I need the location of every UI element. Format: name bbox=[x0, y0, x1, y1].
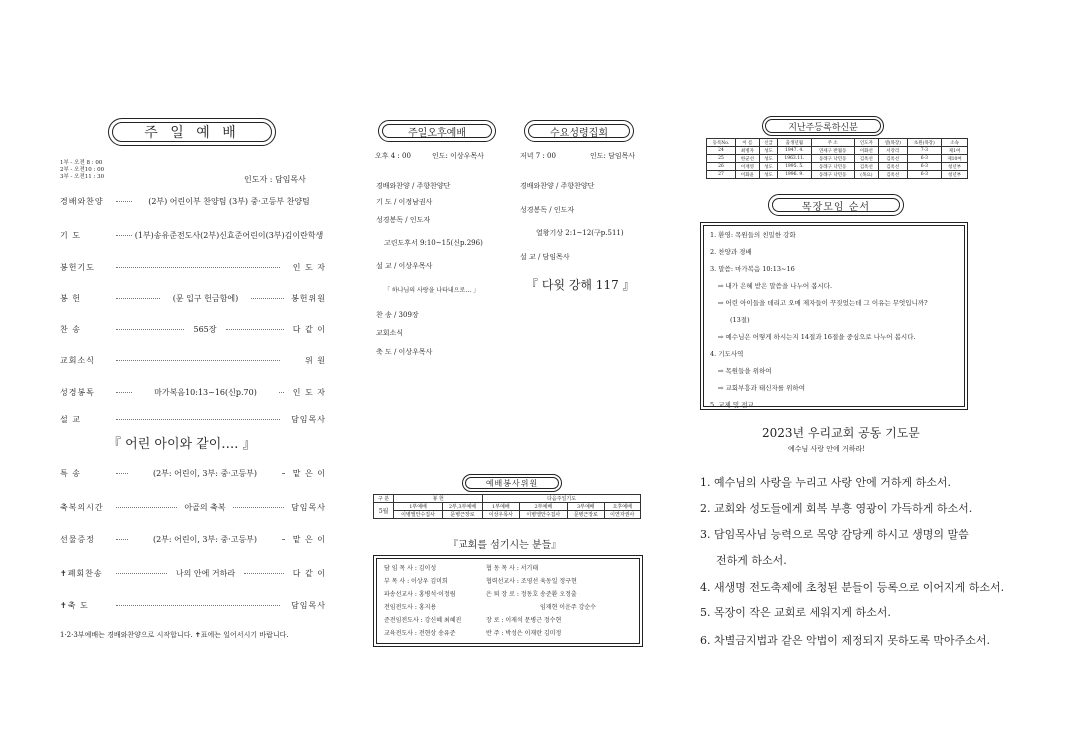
newcomers-header-cell: 주 소 bbox=[811, 139, 854, 147]
order-label: 교회소식 bbox=[60, 356, 95, 365]
afternoon-line: 교회소식 bbox=[376, 329, 404, 337]
cell-meeting-line: 5. 교제 및 전교 bbox=[710, 401, 754, 409]
order-row bbox=[60, 568, 328, 578]
order-leader-dots bbox=[116, 539, 128, 540]
staff-subheader: 3부예배 bbox=[568, 503, 604, 511]
wednesday-line: 설 교 / 담임목사 bbox=[520, 253, 570, 261]
staff-cell: 이병엘안수집사 bbox=[519, 511, 568, 519]
order-leader-dots bbox=[116, 473, 128, 474]
newcomers-cell: 성도 bbox=[759, 163, 777, 171]
newcomers-cell: 서강리 bbox=[878, 147, 907, 155]
newcomers-cell: 김옥선 bbox=[878, 163, 907, 171]
order-leader: 담임목사 bbox=[291, 601, 326, 610]
cell-meeting-line: 2. 찬양과 경배 bbox=[710, 248, 752, 256]
order-label: 설 교 bbox=[60, 415, 81, 424]
servant-left-line: 부 목 사 : 이상우 김미희 bbox=[384, 578, 448, 585]
newcomers-cell: 7-3 bbox=[907, 147, 942, 155]
order-leader-dots bbox=[116, 298, 160, 299]
cell-meeting-line: ⇨ 어린 아이들을 데리고 오매 제자들이 꾸짖었는데 그 이유는 무엇입니까? bbox=[718, 299, 928, 307]
order-leader-dots bbox=[251, 298, 284, 299]
newcomers-title: 지난주등록하신분 bbox=[762, 116, 884, 136]
order-leader-dots bbox=[116, 392, 132, 393]
cell-meeting-line: (13절) bbox=[730, 316, 750, 324]
newcomers-header-cell: 셀(목장) bbox=[878, 139, 907, 147]
prayer-subtitle: 예수님 사랑 안에 거하라! bbox=[788, 445, 866, 453]
order-detail: 565장 bbox=[193, 325, 217, 334]
newcomers-cell: 27 bbox=[707, 171, 736, 179]
order-label: 특 송 bbox=[60, 469, 81, 478]
order-row bbox=[60, 230, 328, 240]
order-row bbox=[60, 293, 328, 303]
newcomers-cell: 성도 bbox=[759, 155, 777, 163]
order-label: 봉 헌 bbox=[60, 294, 81, 303]
order-row bbox=[60, 387, 328, 397]
order-label: 찬 송 bbox=[60, 325, 81, 334]
service-staff-table bbox=[373, 494, 641, 519]
wednesday-time: 저녁 7 : 00 bbox=[520, 152, 556, 160]
order-row bbox=[60, 414, 328, 424]
newcomers-cell: 연세구 반월동 bbox=[811, 147, 854, 155]
servant-right-line: 협 동 목 사 : 서기태 bbox=[486, 565, 539, 572]
newcomers-cell: 1996. 9. bbox=[778, 171, 811, 179]
order-row bbox=[60, 262, 328, 272]
order-leader-dots bbox=[116, 267, 280, 268]
newcomers-cell: 성도 bbox=[759, 171, 777, 179]
order-leader: 인 도 자 bbox=[292, 263, 326, 272]
order-detail: (2부) 어린이부 찬양팀 (3부) 중·고등부 찬양팀 bbox=[148, 197, 310, 206]
servant-left-line: 파송선교사 : 홍병석·이정림 bbox=[384, 591, 456, 598]
afternoon-line: 설 교 / 이상우목사 bbox=[376, 262, 433, 270]
order-label: 성경봉독 bbox=[60, 388, 95, 397]
newcomers-cell: 26 bbox=[707, 163, 736, 171]
servant-left-line: 전임전도사 : 홍지용 bbox=[384, 604, 437, 611]
order-leader: 위 원 bbox=[305, 356, 326, 365]
newcomers-cell: (목요) bbox=[854, 171, 878, 179]
newcomers-header-cell: 신급 bbox=[759, 139, 777, 147]
order-row bbox=[60, 324, 328, 334]
staff-subheader: 2부,3부예배 bbox=[442, 503, 482, 511]
order-leader-dots bbox=[116, 329, 184, 330]
newcomers-header-cell: 이 름 bbox=[735, 139, 759, 147]
order-leader-dots bbox=[116, 573, 167, 574]
newcomers-cell: 한균선 bbox=[735, 155, 759, 163]
wednesday-line: 열왕기상 2:1~12(구p.511) bbox=[536, 229, 624, 237]
staff-cell: 이상우목사 bbox=[483, 511, 519, 519]
service-times: 1부 - 오전 8 : 00 2부 - 오전10 : 00 3부 - 오전11 : 30 bbox=[60, 160, 105, 180]
order-row bbox=[60, 355, 328, 365]
cell-meeting-line: ⇨ 교회부흥과 태신자를 위하여 bbox=[718, 384, 805, 392]
newcomers-cell: 최병자 bbox=[735, 147, 759, 155]
newcomers-cell: 1947. 4. bbox=[778, 147, 811, 155]
wednesday-line: 경배와찬양 / 주향찬양단 bbox=[520, 182, 595, 190]
order-detail: (문 입구 헌금함에) bbox=[172, 294, 239, 303]
servant-right-line: 임재현 이운주 강순수 bbox=[540, 604, 596, 611]
newcomers-cell: 25 bbox=[707, 155, 736, 163]
order-label: 경배와찬양 bbox=[60, 197, 104, 206]
staff-cell: 문병근장로 bbox=[442, 511, 482, 519]
newcomers-cell: 1995. 5. bbox=[778, 163, 811, 171]
prayer-line: 1. 예수님의 사랑을 누리고 사랑 안에 거하게 하소서. bbox=[700, 476, 951, 489]
afternoon-line: 경배와찬양 / 주향찬양단 bbox=[376, 182, 451, 190]
order-leader-dots bbox=[116, 605, 280, 606]
order-leader-dots bbox=[233, 507, 284, 508]
staff-subheader: 1부예배 bbox=[483, 503, 519, 511]
sunday-footnote: 1·2·3부예배는 경배와찬양으로 시작합니다. ✝표에는 일어서시기 바랍니다. bbox=[60, 631, 289, 639]
order-leader: 담임목사 bbox=[291, 503, 326, 512]
prayer-line: 3. 담임목사님 능력으로 목양 감당케 하시고 생명의 말씀 bbox=[700, 528, 969, 541]
order-detail: (1부)송유준전도사(2부)신효준어린이(3부)김이란학생 bbox=[134, 231, 324, 240]
newcomers-header-cell: 등록No. bbox=[707, 139, 736, 147]
newcomers-cell: 동래구 낙민동 bbox=[811, 163, 854, 171]
prayer-line: 전하게 하소서. bbox=[716, 554, 787, 567]
order-detail: (2부: 어린이, 3부: 중·고등부) bbox=[152, 535, 258, 544]
order-leader: 담임목사 bbox=[291, 415, 326, 424]
sunday-service-title: 주 일 예 배 bbox=[108, 118, 276, 146]
order-leader: 인 도 자 bbox=[292, 388, 326, 397]
prayer-line: 5. 목장이 작은 교회로 세워지게 하소서. bbox=[700, 606, 891, 619]
staff-header-offering: 봉 헌 bbox=[394, 495, 483, 503]
newcomers-table bbox=[706, 138, 968, 179]
order-label: ✝폐회찬송 bbox=[60, 569, 103, 578]
wednesday-sermon-title: 『 다윗 강해 117 』 bbox=[526, 278, 635, 292]
servant-left-line: 준전임전도사 : 강신혜 최혜진 bbox=[384, 617, 462, 624]
order-leader: 맡 은 이 bbox=[292, 469, 326, 478]
service-staff-title: 예배봉사위원 bbox=[462, 474, 562, 492]
newcomers-cell: 이화윤 bbox=[735, 171, 759, 179]
order-leader-dots bbox=[116, 419, 280, 420]
wednesday-leader: 인도: 담임목사 bbox=[590, 152, 636, 160]
cell-meeting-line: 4. 기도사역 bbox=[710, 350, 744, 358]
newcomers-header-cell: 출생년월 bbox=[778, 139, 811, 147]
wednesday-line: 성경봉독 / 인도자 bbox=[520, 206, 575, 214]
prayer-line: 6. 차별금지법과 같은 악법이 제정되지 못하도록 막아주소서. bbox=[700, 634, 990, 647]
afternoon-leader: 인도: 이상우목사 bbox=[432, 152, 484, 160]
order-detail: 나의 안에 거하라 bbox=[175, 569, 236, 578]
newcomers-cell: 청년부 bbox=[942, 163, 968, 171]
newcomers-cell: 24 bbox=[707, 147, 736, 155]
cell-meeting-line: 3. 말씀: 마가복음 10:13~16 bbox=[710, 265, 795, 273]
order-detail: 아골의 축복 bbox=[184, 503, 226, 512]
prayer-title: 2023년 우리교회 공동 기도문 bbox=[762, 426, 920, 440]
order-label: 기 도 bbox=[60, 231, 81, 240]
order-leader: 봉헌위원 bbox=[291, 294, 326, 303]
newcomers-cell: 6-3 bbox=[907, 171, 942, 179]
cell-meeting-line: 1. 환영: 목원들의 친밀한 강화 bbox=[710, 231, 796, 239]
newcomers-cell: 제10여 bbox=[942, 155, 968, 163]
order-leader-dots bbox=[244, 573, 284, 574]
order-label: 선물증정 bbox=[60, 535, 95, 544]
newcomers-cell: 김옥선 bbox=[854, 155, 878, 163]
afternoon-line: 찬 송 / 309장 bbox=[376, 311, 419, 319]
servant-right-line: 협력선교사 : 조영선 육동일 정구현 bbox=[486, 578, 577, 585]
newcomers-cell: 동래구 낙민동 bbox=[811, 171, 854, 179]
newcomers-cell: 동래구 낙민동 bbox=[811, 155, 854, 163]
order-label: 봉헌기도 bbox=[60, 263, 95, 272]
newcomers-header-cell: 소속 bbox=[942, 139, 968, 147]
newcomers-header-cell: 인도자 bbox=[854, 139, 878, 147]
order-leader-dots bbox=[116, 235, 132, 236]
newcomers-cell: 이재영 bbox=[735, 163, 759, 171]
sunday-leader: 인도자 : 담임목사 bbox=[244, 175, 306, 184]
newcomers-cell: 6-3 bbox=[907, 163, 942, 171]
servant-right-line: 은 퇴 장 로 : 정동호 송준환 오정출 bbox=[486, 591, 577, 598]
afternoon-line: 고린도후서 9:10~15(신p.296) bbox=[384, 239, 483, 247]
order-leader-dots bbox=[116, 507, 177, 508]
cell-meeting-line: ⇨ 목원들을 위하여 bbox=[718, 367, 772, 375]
order-detail: (2부: 어린이, 3부: 중·고등부) bbox=[152, 469, 258, 478]
newcomers-cell: 김옥선 bbox=[854, 163, 878, 171]
order-leader: 다 같 이 bbox=[292, 325, 326, 334]
afternoon-service-title: 주일오후예배 bbox=[378, 120, 496, 142]
wednesday-service-title: 수요성령집회 bbox=[524, 120, 634, 142]
prayer-line: 2. 교회와 성도들에게 회복 부흥 영광이 가득하게 하소서. bbox=[700, 502, 973, 515]
servant-left-line: 담 임 목 사 : 김이성 bbox=[384, 565, 437, 572]
order-leader-dots bbox=[226, 329, 284, 330]
staff-header-category: 구 분 bbox=[374, 495, 394, 503]
order-label: ✝축 도 bbox=[60, 601, 89, 610]
newcomers-cell: 1963.11. bbox=[778, 155, 811, 163]
staff-header-prayer: 다음주일기도 bbox=[483, 495, 641, 503]
order-detail: 마가복음10:13~16(신p.70) bbox=[154, 388, 257, 397]
order-row bbox=[60, 600, 328, 610]
sunday-sermon-title: 『 어린 아이와 같이…. 』 bbox=[108, 437, 256, 452]
cell-meeting-line: ⇨ 내가 은혜 받은 말씀을 나누어 봅시다. bbox=[718, 282, 833, 290]
order-leader-dots bbox=[116, 360, 280, 361]
servants-title: 『교회를 섬기시는 분들』 bbox=[448, 540, 562, 551]
order-leader-dots bbox=[116, 201, 132, 202]
afternoon-line: 성경봉독 / 인도자 bbox=[376, 216, 431, 224]
afternoon-line: 축 도 / 이상우목사 bbox=[376, 348, 433, 356]
order-row bbox=[60, 502, 328, 512]
servant-left-line: 교육전도사 : 전현상 송유준 bbox=[384, 630, 456, 637]
staff-cell: 이연자권사 bbox=[604, 511, 640, 519]
staff-subheader: 1부예배 bbox=[394, 503, 443, 511]
order-leader: 맡 은 이 bbox=[292, 535, 326, 544]
staff-month: 5월 bbox=[374, 503, 394, 519]
newcomers-cell: 김옥선 bbox=[878, 155, 907, 163]
newcomers-cell: 김옥선 bbox=[878, 171, 907, 179]
order-row bbox=[60, 468, 328, 478]
servant-right-line: 장 로 : 이재석 문병근 정수현 bbox=[486, 617, 562, 624]
staff-cell: 이병엘안수집사 bbox=[394, 511, 443, 519]
newcomers-cell: 청년부 bbox=[942, 171, 968, 179]
staff-cell: 문병근장로 bbox=[568, 511, 604, 519]
newcomers-cell: 이화선 bbox=[854, 147, 878, 155]
newcomers-cell: 6-3 bbox=[907, 155, 942, 163]
order-label: 축복의시간 bbox=[60, 503, 104, 512]
prayer-line: 4. 새생명 전도축제에 초청된 분들이 등록으로 이어지게 하소서. bbox=[700, 581, 1005, 594]
cell-meeting-line: ⇨ 예수님은 어떻게 하시는지 14절과 16절을 중심으로 나누어 봅시다. bbox=[718, 333, 916, 341]
order-row bbox=[60, 534, 328, 544]
afternoon-line: 기 도 / 이정남권사 bbox=[376, 198, 433, 206]
afternoon-line: 「 하나님의 사랑을 나타내으로… 」 bbox=[384, 287, 480, 294]
newcomers-cell: 성도 bbox=[759, 147, 777, 155]
staff-subheader: 오후예배 bbox=[604, 503, 640, 511]
newcomers-cell: 제1여 bbox=[942, 147, 968, 155]
cell-meeting-title: 목장모임 순서 bbox=[768, 194, 904, 216]
servant-right-line: 반 주 : 박성은 이재란 김미정 bbox=[486, 630, 562, 637]
order-row bbox=[60, 196, 328, 206]
staff-subheader: 2부예배 bbox=[519, 503, 568, 511]
afternoon-time: 오후 4 : 00 bbox=[375, 152, 411, 160]
newcomers-header-cell: 초원(목장) bbox=[907, 139, 942, 147]
order-leader: 다 같 이 bbox=[292, 569, 326, 578]
